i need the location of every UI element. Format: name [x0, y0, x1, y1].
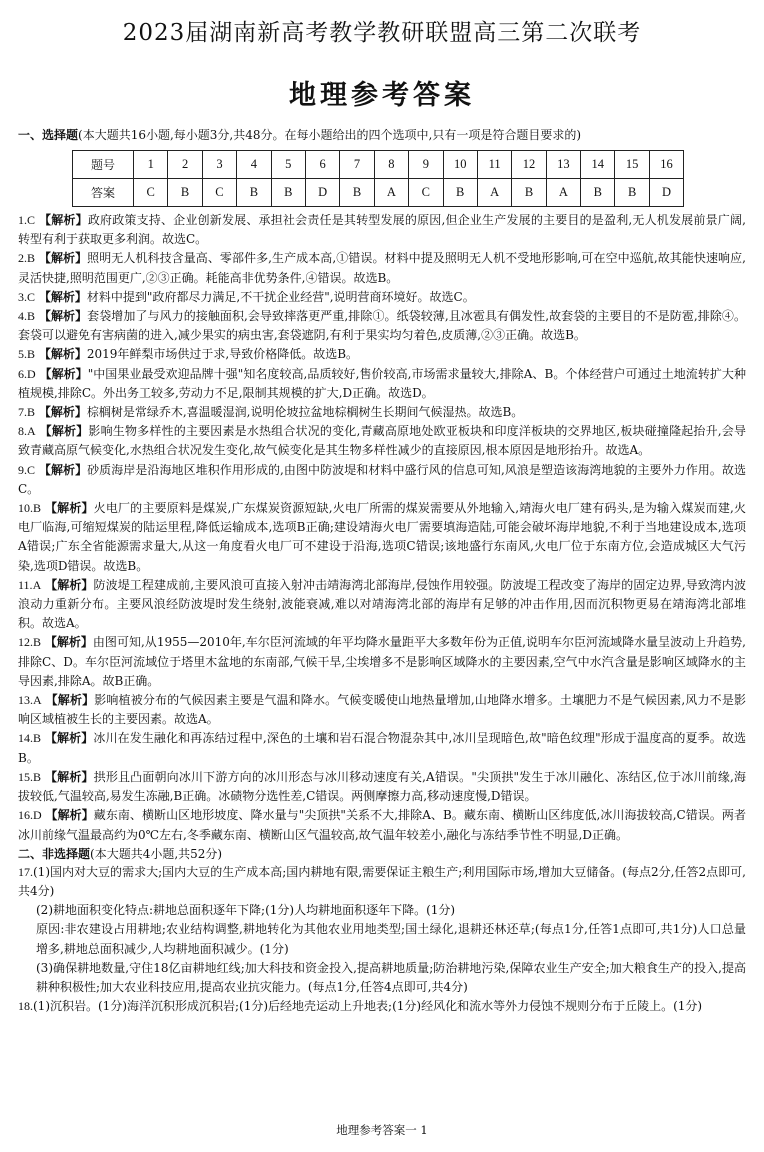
item-explanation: 由图可知,从1955—2010年,车尔臣河流域的年平均降水量距平大多数年份为正值,说明车尔臣河流域降水量呈波动上升趋势,排除C、D。车尔臣河流域位于塔里木盆地的东南部,气候干旱,尘埃增多不是影响区域降水的主要因素,空气中水汽含量是影响区域降水的主导因素,排除A。故B正确。: [18, 635, 746, 688]
answer-cell: A: [477, 179, 511, 207]
item-number: 14.: [18, 731, 33, 746]
explanation-item: [18, 576, 746, 634]
item-number: 6.: [18, 366, 27, 381]
q18-part1-text: (1)沉积岩。(1分)海洋沉积形成沉积岩;(1分)后经地壳运动上升地表;(1分)经风化和流水等外力侵蚀不规则分布于丘陵上。(1分): [33, 999, 703, 1014]
item-answer: B: [33, 635, 42, 650]
item-explanation: 材料中提到"政府都尽力满足,不干扰企业经营",说明营商环境好。故选C。: [86, 289, 475, 304]
section-1-note: (本大题共16小题,每小题3分,共48分。在每小题给出的四个选项中,只有一项是符合题目要求的): [78, 128, 581, 142]
answer-table: [72, 150, 684, 207]
explanation-item: [18, 691, 746, 729]
item-explanation: 砂质海岸是沿海地区堆积作用形成的,由图中防波堤和材料中盛行风的信息可知,风浪是塑造该海湾地貌的主要外力作用。故选C。: [18, 462, 746, 496]
choice-explanations: [18, 211, 746, 845]
explanation-item: [18, 288, 746, 307]
item-number: 11.: [18, 577, 33, 592]
item-explanation: 防波堤工程建成前,主要风浪可直接入射冲击靖海湾北部海岸,侵蚀作用较强。防波堤工程改变了海岸的固定边界,导致湾内波浪动力重新分布。主要风浪经防波堤时发生绕射,波能衰减,难以对靖海湾北部的海岸有足够的冲击作用,因而沉积物更易在靖海湾北部堆积。故选A。: [18, 577, 746, 631]
analysis-tag: 【解析】: [45, 501, 94, 516]
item-explanation: 藏东南、横断山区地形坡度、降水量与"尖顶拱"关系不大,排除A、B。藏东南、横断山区纬度低,冰川海拔较高,C错误。两者冰川前缘气温最高约为0℃左右,冬季藏东南、横断山区气温较高,故气温年较差小,融化与冻结季节性不明显,D正确。: [18, 808, 746, 842]
explanation-item: [18, 499, 746, 576]
item-answer: A: [33, 693, 42, 708]
q17-part1: [18, 863, 746, 901]
exam-title: 2023届湖南新高考教学教研联盟高三第二次联考: [122, 20, 642, 46]
explanation-item: [18, 633, 746, 691]
analysis-tag: 【解析】: [38, 405, 87, 420]
document-title: 地理参考答案: [289, 80, 475, 111]
item-answer: B: [33, 769, 42, 784]
q17-number: 17.: [18, 864, 33, 879]
explanation-item: [18, 768, 746, 806]
item-answer: B: [27, 405, 36, 420]
answer-cell: B: [237, 179, 271, 207]
question-number-cell: 6: [305, 151, 339, 179]
item-number: 15.: [18, 769, 33, 784]
item-explanation: 冰川在发生融化和再冻结过程中,深色的土壤和岩石混合物混杂其中,冰川呈现暗色,故"暗色纹理"形成于温度高的夏季。故选B。: [18, 731, 746, 765]
q18-part1: [18, 997, 746, 1016]
item-number: 3.: [18, 289, 27, 304]
answer-table-answer-row: [73, 179, 684, 207]
q17-part2: (2)耕地面积变化特点:耕地总面积逐年下降;(1分)人均耕地面积逐年下降。(1分): [36, 903, 456, 918]
answer-cell: B: [615, 179, 649, 207]
answer-cell: B: [340, 179, 374, 207]
item-number: 1.: [18, 213, 27, 227]
answer-cell: A: [546, 179, 580, 207]
question-number-cell: 1: [134, 151, 168, 179]
question-number-cell: 8: [374, 151, 408, 179]
explanation-item: [18, 365, 746, 403]
explanation-item: [18, 422, 746, 460]
answer-cell: B: [581, 179, 615, 207]
q17-part2-reason: 原因:非农建设占用耕地;农业结构调整,耕地转化为其他农业用地类型;国土绿化,退耕还林还草;(每点1分,任答1点即可,共1分)人口总量增多,耕地总面积减少,人均耕地面积减少。(1分): [36, 922, 746, 956]
analysis-tag: 【解析】: [38, 462, 88, 477]
item-number: 7.: [18, 405, 27, 420]
q18-number: 18.: [18, 999, 33, 1014]
analysis-tag: 【解析】: [38, 289, 87, 304]
item-answer: C: [27, 289, 36, 304]
section-1-title: 一、选择题: [18, 128, 79, 142]
item-number: 5.: [18, 347, 27, 362]
q17-part1-text: (1)国内对大豆的需求大;国内大豆的生产成本高;国内耕地有限,需要保证主粮生产;利用国际市场,增加大豆储备。(每点2分,任答2点即可,共4分): [18, 864, 746, 898]
item-answer: D: [33, 808, 42, 823]
analysis-tag: 【解析】: [44, 731, 94, 746]
explanation-item: [18, 403, 746, 422]
explanation-item: [18, 806, 746, 844]
question-number-cell: 14: [581, 151, 615, 179]
row-label-question-number: 题号: [73, 151, 134, 179]
answer-cell: B: [271, 179, 305, 207]
item-answer: B: [27, 347, 36, 362]
answer-cell: B: [512, 179, 546, 207]
item-answer: A: [32, 577, 42, 592]
answer-cell: A: [374, 179, 408, 207]
explanation-item: [18, 729, 746, 767]
item-answer: C: [27, 462, 36, 477]
section-2-note: (本大题共4小题,共52分): [90, 846, 223, 861]
item-explanation: 影响生物多样性的主要因素是水热组合状况的变化,青藏高原地处欧亚板块和印度洋板块的交界地区,板块碰撞隆起抬升,会导致青藏高原气候变化,水热组合状况发生变化,故气候变化是其生物多样性减少的直接原因,根本原因是地形抬升。故选A。: [18, 424, 746, 458]
explanation-item: [18, 211, 746, 249]
explanation-item: [18, 249, 746, 287]
item-number: 9.: [18, 462, 27, 477]
item-number: 10.: [18, 501, 33, 516]
question-number-cell: 3: [202, 151, 236, 179]
item-answer: A: [27, 424, 36, 439]
analysis-tag: 【解析】: [39, 213, 88, 227]
question-number-cell: 5: [271, 151, 305, 179]
item-answer: B: [27, 309, 36, 324]
analysis-tag: 【解析】: [45, 577, 94, 592]
item-explanation: 影响植被分布的气候因素主要是气温和降水。气候变暖使山地热量增加,山地降水增多。土壤肥力不是气候因素,风力不是影响区域植被生长的主要因素。故选A。: [18, 693, 746, 727]
explanation-item: [18, 307, 746, 345]
section-2-heading: [18, 845, 746, 863]
explanation-item: [18, 345, 746, 364]
explanation-item: [18, 461, 746, 499]
answer-cell: D: [305, 179, 339, 207]
answer-cell: B: [168, 179, 202, 207]
question-number-cell: 2: [168, 151, 202, 179]
analysis-tag: 【解析】: [38, 347, 87, 362]
analysis-tag: 【解析】: [45, 769, 94, 784]
answer-cell: D: [649, 179, 683, 207]
question-number-cell: 13: [546, 151, 580, 179]
question-number-cell: 4: [237, 151, 271, 179]
section-2-title: 二、非选择题: [18, 846, 91, 861]
analysis-tag: 【解析】: [38, 251, 88, 266]
section-1-heading: [18, 126, 746, 144]
item-explanation: "中国果业最受欢迎品牌十强"知名度较高,品质较好,售价较高,市场需求量较大,排除A、B。个体经营户可通过土地流转扩大种植规模,排除C。外出务工较多,劳动力不足,限制其规模的扩大,D正确。故选D。: [18, 366, 746, 400]
question-number-cell: 12: [512, 151, 546, 179]
item-explanation: 照明无人机科技含量高、零部件多,生产成本高,①错误。材料中提及照明无人机不受地形影响,可在空中巡航,故其能快速响应,灵活快捷,照明范围更广,②③正确。耗能高非优势条件,④错误。故选B。: [18, 251, 746, 285]
answer-table-number-row: [73, 151, 684, 179]
item-number: 2.: [18, 251, 27, 266]
answer-cell: C: [202, 179, 236, 207]
analysis-tag: 【解析】: [45, 693, 95, 708]
page-footer: 地理参考答案一 1: [336, 1123, 428, 1137]
item-explanation: 套袋增加了与风力的接触面积,会导致摔落更严重,排除①。纸袋较薄,且冰雹具有偶发性,故套袋的主要目的不是防雹,排除④。套袋可以避免有害病菌的进入,减少果实的病虫害,套袋遮阴,有利于果实均匀着色,皮质薄,②③正确。故选B。: [18, 309, 746, 343]
item-explanation: 拱形且凸面朝向冰川下游方向的冰川形态与冰川移动速度有关,A错误。"尖顶拱"发生于冰川融化、冻结区,位于冰川前缘,海拔较低,气温较高,易发生冻融,B正确。冰碛物分选性差,C错误。两侧摩擦力高,移动速度慢,D错误。: [18, 769, 746, 804]
item-answer: B: [33, 501, 42, 516]
item-number: 4.: [18, 309, 27, 324]
analysis-tag: 【解析】: [44, 635, 93, 650]
question-number-cell: 7: [340, 151, 374, 179]
item-number: 12.: [18, 635, 33, 650]
answer-cell: C: [409, 179, 443, 207]
item-answer: D: [27, 366, 36, 381]
question-number-cell: 9: [409, 151, 443, 179]
item-explanation: 棕榈树是常绿乔木,喜温暖湿润,说明伦坡拉盆地棕榈树生长期间气候湿热。故选B。: [86, 405, 524, 420]
question-number-cell: 10: [443, 151, 477, 179]
item-answer: B: [27, 251, 36, 266]
item-explanation: 政府政策支持、企业创新发展、承担社会责任是其转型发展的原因,但企业生产发展的主要目的是盈利,无人机发展前景广阔,转型有利于获取更多利润。故选C。: [18, 213, 746, 247]
item-answer: C: [27, 213, 36, 227]
analysis-tag: 【解析】: [39, 366, 88, 381]
item-answer: B: [33, 731, 42, 746]
analysis-tag: 【解析】: [45, 808, 94, 823]
item-explanation: 火电厂的主要原料是煤炭,广东煤炭资源短缺,火电厂所需的煤炭需要从外地输入,靖海火电厂建有码头,是为输入煤炭而建,火电厂临海,可缩短煤炭的陆运里程,降低运输成本,选项B正确;建设靖海火电厂需要填海造陆,可能会破坏海岸地貌,不利于当地建设成本,选项A错误;广东全省能源需求量大,从这一角度看火电厂可不建设于沿海,选项C错误;该地盛行东南风,火电厂位于东南方位,会造成城区大气污染,选项D错误。故选B。: [18, 501, 746, 573]
item-number: 13.: [18, 693, 33, 708]
row-label-answer: 答案: [73, 179, 134, 207]
analysis-tag: 【解析】: [38, 309, 88, 324]
item-number: 8.: [18, 424, 27, 439]
item-number: 16.: [18, 808, 33, 823]
question-number-cell: 15: [615, 151, 649, 179]
item-explanation: 2019年鲜梨市场供过于求,导致价格降低。故选B。: [86, 347, 359, 362]
question-number-cell: 11: [477, 151, 511, 179]
answer-cell: B: [443, 179, 477, 207]
q17-part3: (3)确保耕地数量,守住18亿亩耕地红线;加大科技和资金投入,提高耕地质量;防治耕地污染,保障农业生产安全;加大粮食生产的投入,提高耕种积极性;加大农业科技应用,提高农业抗灾能力。(每点1分,任答4点即可,共4分): [36, 960, 746, 994]
answer-cell: C: [134, 179, 168, 207]
analysis-tag: 【解析】: [39, 424, 89, 439]
question-number-cell: 16: [649, 151, 683, 179]
